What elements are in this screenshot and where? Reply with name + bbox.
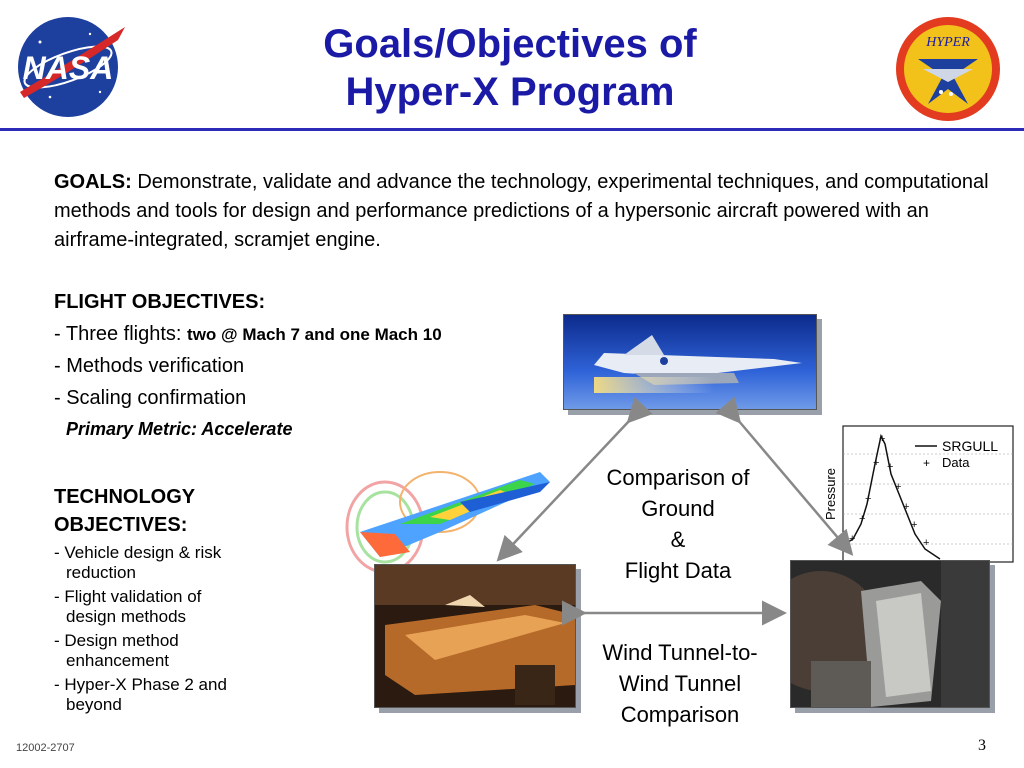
- svg-text:+: +: [923, 456, 931, 470]
- pressure-axis-label: Pressure: [823, 467, 838, 521]
- svg-text:+: +: [923, 537, 930, 549]
- svg-text:HYPER: HYPER: [926, 35, 970, 50]
- svg-text:+: +: [903, 501, 910, 513]
- page-number: 3: [978, 737, 986, 754]
- flight-objective-item: - Methods verification: [54, 355, 245, 377]
- list-item-line: enhancement: [66, 651, 170, 670]
- svg-text:+: +: [895, 481, 902, 493]
- svg-text:+: +: [865, 493, 872, 505]
- svg-text:+: +: [873, 457, 880, 469]
- flight-objective-prefix: - Three flights:: [54, 323, 188, 345]
- comparison-line: Comparison of: [606, 465, 750, 490]
- legend-srgull: SRGULL: [942, 438, 999, 454]
- technology-heading-1: TECHNOLOGY: [54, 486, 196, 508]
- legend-data: Data: [942, 455, 970, 470]
- flight-objectives-heading: FLIGHT OBJECTIVES:: [54, 291, 266, 313]
- list-item-line: - Design method: [54, 631, 179, 650]
- list-item-line: - Flight validation of: [54, 587, 202, 606]
- comparison-line: &: [670, 527, 686, 552]
- wind-tunnel-line: Comparison: [620, 702, 740, 727]
- wind-tunnel-line: Wind Tunnel: [618, 671, 742, 696]
- wind-tunnel-line: Wind Tunnel-to-: [602, 640, 758, 665]
- goals-text: Demonstrate, validate and advance the technology, experimental techniques, and computational methods and tools for design and performance predictions of a hypersonic aircraft powered with an airframe-integrated, scramjet engine.: [54, 171, 989, 251]
- primary-metric: Primary Metric: Accelerate: [66, 419, 293, 439]
- list-item-line: beyond: [66, 695, 122, 714]
- svg-text:+: +: [887, 461, 894, 473]
- flight-objective-item: - Scaling confirmation: [54, 387, 247, 409]
- svg-text:+: +: [879, 433, 886, 445]
- list-item-line: reduction: [66, 563, 136, 582]
- title-line-2: Hyper-X Program: [345, 70, 675, 114]
- svg-text:+: +: [859, 513, 866, 525]
- document-id: 12002-2707: [16, 742, 75, 754]
- svg-text:NASA: NASA: [22, 50, 114, 86]
- list-item-line: - Vehicle design & risk: [54, 543, 222, 562]
- arrow-flight-to-facility: [738, 420, 850, 552]
- technology-heading-2: OBJECTIVES:: [54, 514, 188, 536]
- title-line-1: Goals/Objectives of: [323, 22, 697, 66]
- svg-text:+: +: [911, 519, 918, 531]
- list-item-line: - Hyper-X Phase 2 and: [54, 675, 227, 694]
- list-item-line: design methods: [66, 607, 187, 626]
- comparison-line: Ground: [641, 496, 715, 521]
- svg-text:+: +: [849, 533, 856, 545]
- goals-label: GOALS:: [54, 171, 132, 193]
- arrow-flight-to-ground: [500, 420, 630, 558]
- comparison-line: Flight Data: [624, 558, 732, 583]
- flight-objective-bold: two @ Mach 7 and one Mach 10: [187, 325, 442, 344]
